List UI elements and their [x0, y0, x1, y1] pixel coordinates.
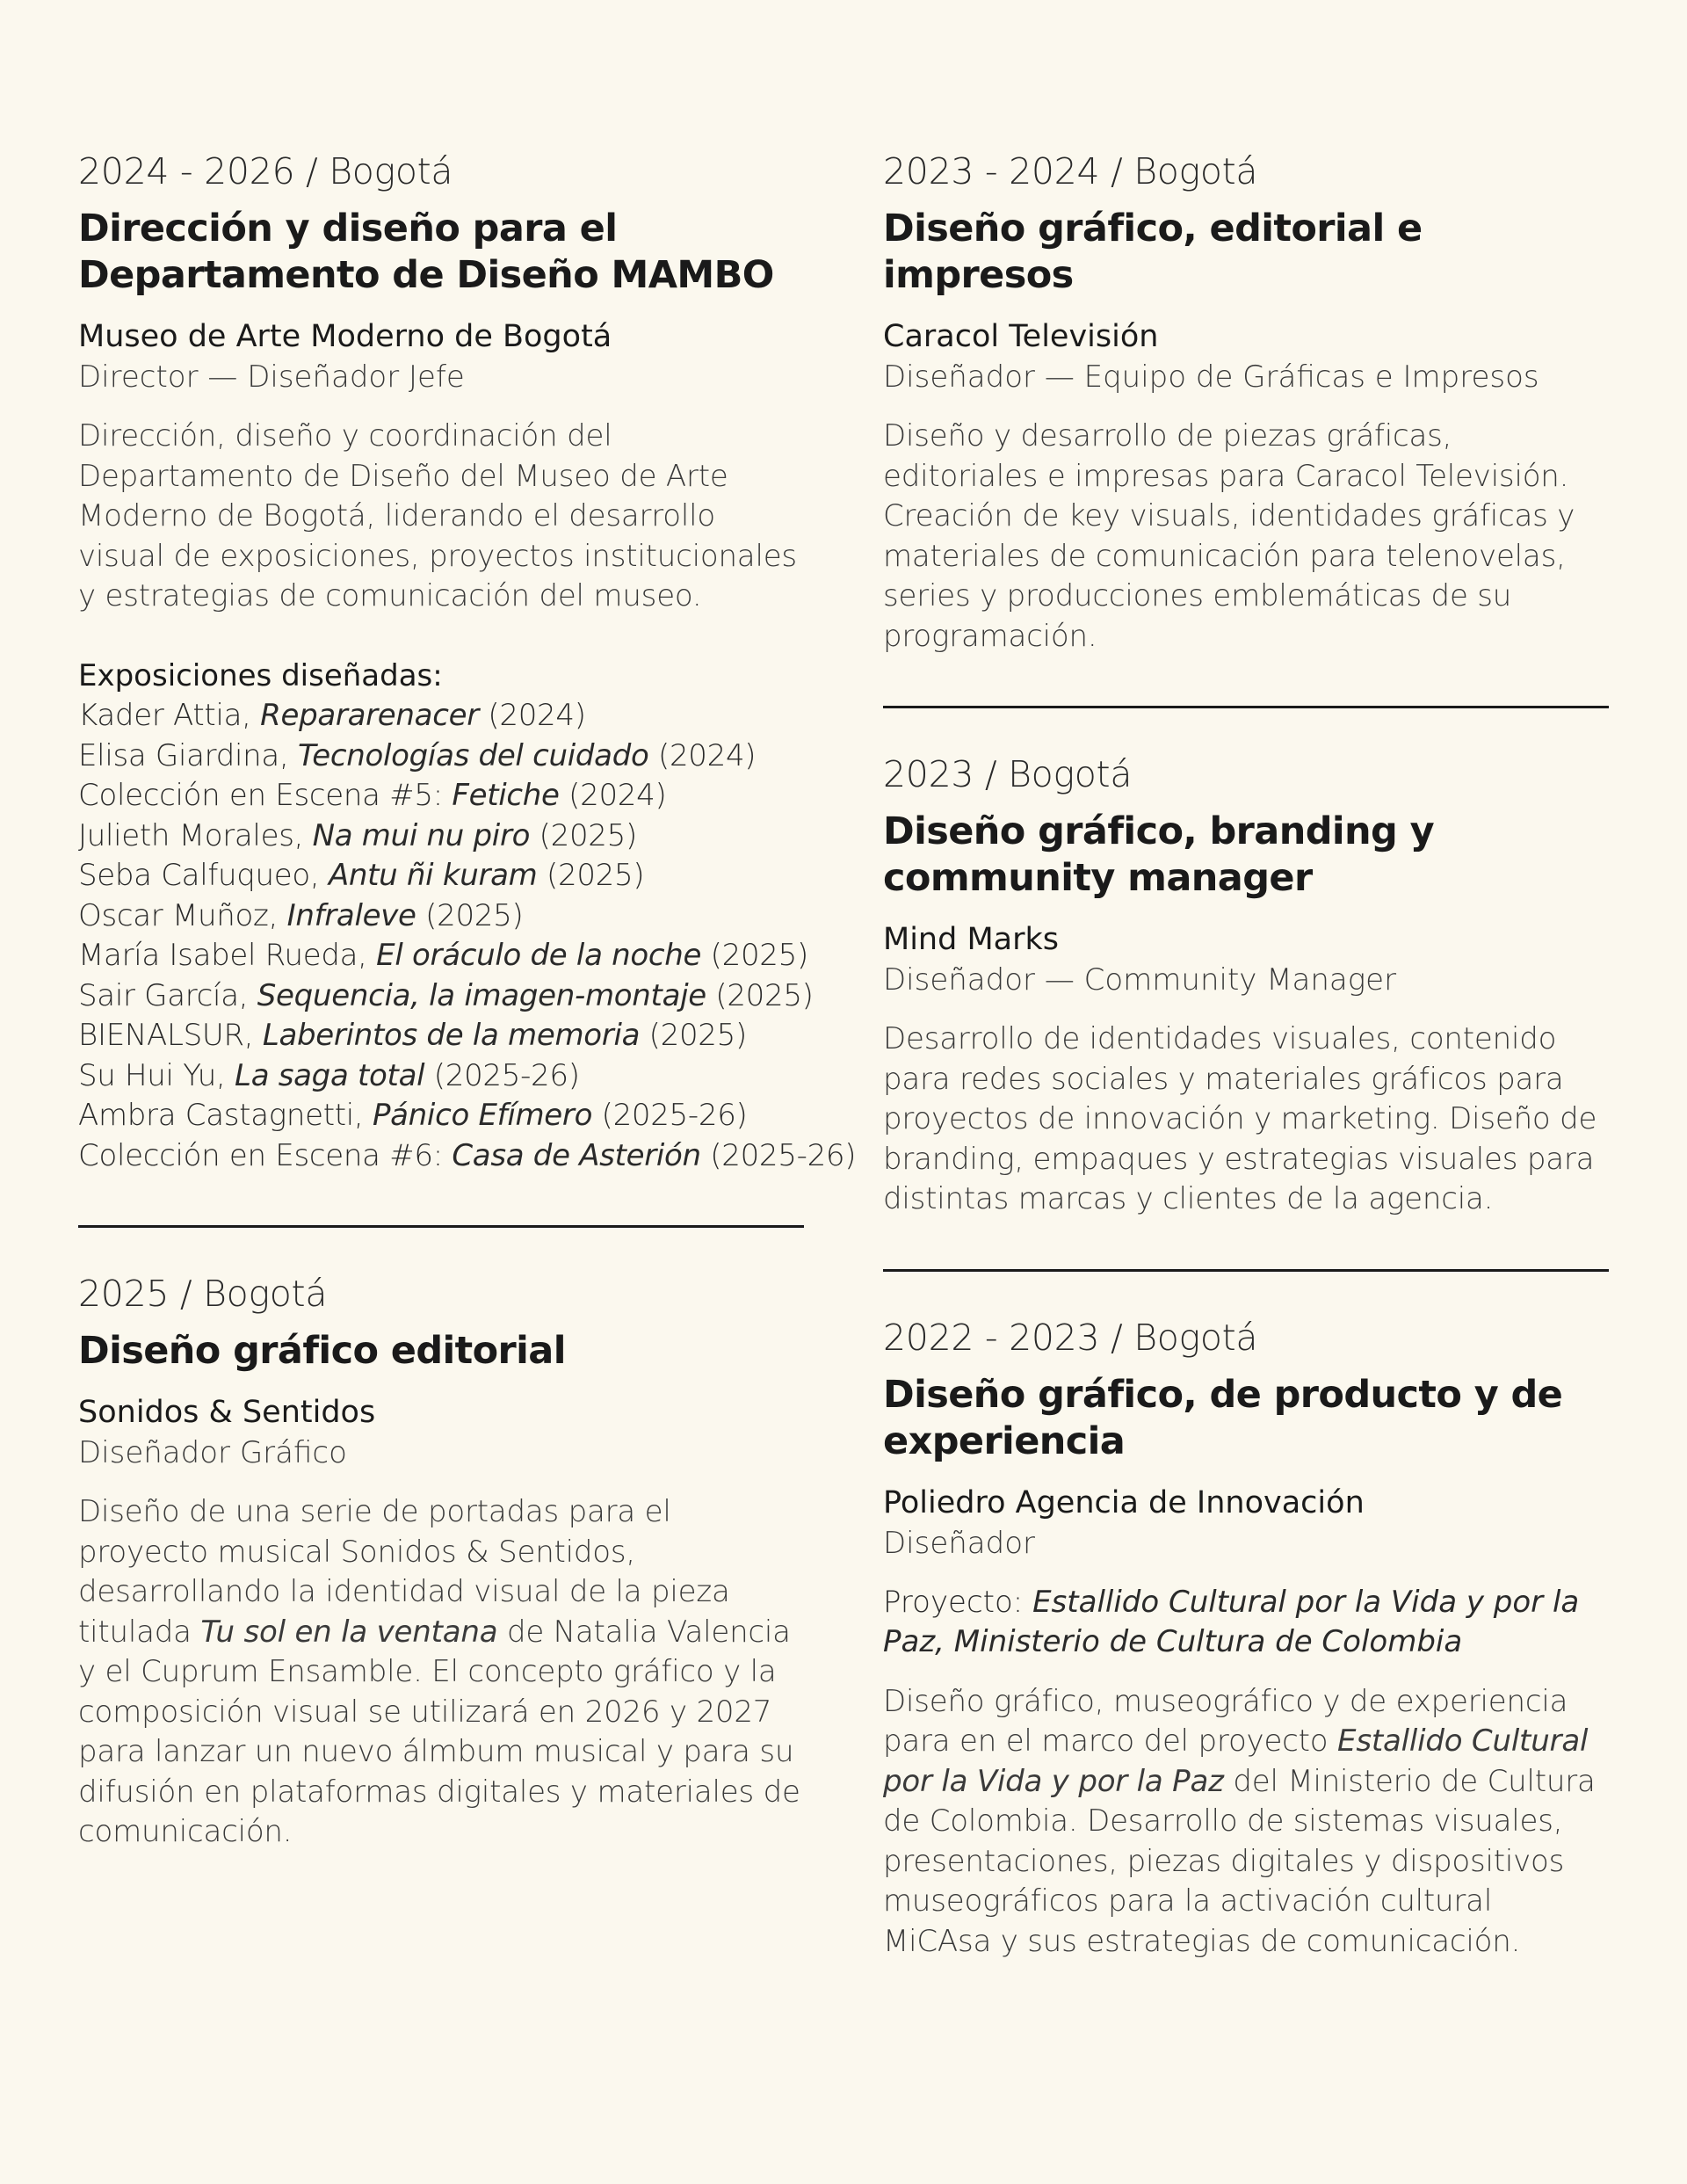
entry-date-location: 2025 / Bogotá	[78, 1273, 328, 1315]
artist: María Isabel Rueda,	[78, 938, 377, 973]
artist: Ambra Castagnetti,	[78, 1098, 373, 1133]
entry-role: Diseñador Gráfico	[78, 1435, 347, 1470]
experience-entry-sonidos	[78, 1272, 804, 1853]
entry-date-location: 2023 / Bogotá	[883, 753, 1133, 795]
list-item	[78, 1096, 804, 1136]
year: (2025-26)	[424, 1057, 580, 1093]
list-item	[78, 1056, 804, 1097]
list-item	[78, 936, 808, 976]
description-text: Diseño de una serie de portadas para el proyecto musical Sonidos & Sentidos, desarrollando la identidad visual de la pieza titulada	[78, 1494, 730, 1650]
description-text: Diseño gráfico, museográfico y de experiencia para en el marco del proyecto	[883, 1683, 1568, 1759]
entry-description: Dirección, diseño y coordinación del Departamento de Diseño del Museo de Arte Moderno de Bogotá, liderando el desarrollo visual de exposiciones, proyectos institucionales y estrategias de comunicación del museo.	[78, 418, 797, 613]
exhibition-title: Fetiche	[452, 778, 560, 813]
entry-date-location: 2022 - 2023 / Bogotá	[883, 1316, 1258, 1359]
list-item	[78, 896, 804, 937]
description-text: del Ministerio de Cultura de Colombia. Desarrollo de sistemas visuales, presentaciones, piezas digitales y dispositivos museográficos para la activación cultural MiCAsa y sus estrategias de comunicación.	[883, 1763, 1596, 1959]
year: (2025)	[640, 1018, 747, 1053]
project-name: Estallido Cultural por la Vida y por la Paz, Ministerio de Cultura de Colombia	[883, 1584, 1580, 1659]
artist: Su Hui Yu,	[78, 1057, 235, 1093]
exhibition-title: Repararenacer	[260, 698, 479, 733]
list-item	[78, 696, 804, 736]
exhibition-title: Pánico Efímero	[372, 1098, 593, 1133]
entry-role: Diseñador — Equipo de Gráficas e Impresos	[883, 359, 1539, 395]
experience-entry-mindmarks	[883, 752, 1609, 1220]
year: (2024)	[478, 698, 586, 733]
artist: Colección en Escena #5:	[78, 778, 453, 813]
artist: Julieth Morales,	[78, 817, 313, 853]
artist: Oscar Muñoz,	[78, 897, 287, 933]
entry-description: Desarrollo de identidades visuales, contenido para redes sociales y materiales gráficos para proyectos de innovación y marketing. Diseño de branding, empaques y estrategias visuales para distintas marcas y clientes de la agencia.	[883, 1021, 1597, 1216]
list-item	[78, 1016, 804, 1056]
project-title: Estallido Cultural por la Vida y por la Paz	[883, 1723, 1589, 1799]
artist: Sair García,	[78, 977, 257, 1013]
entry-title-line: Dirección y diseño para el	[78, 207, 618, 250]
entry-description	[883, 1682, 1609, 1963]
section-divider	[883, 706, 1609, 708]
exhibition-title: Tecnologías del cuidado	[297, 737, 649, 773]
experience-entry-mambo	[78, 149, 857, 1176]
exhibition-title: La saga total	[235, 1057, 425, 1093]
exhibition-title: Infraleve	[286, 897, 416, 933]
right-column	[883, 149, 1609, 1962]
year: (2025)	[537, 858, 645, 893]
year: (2025-26)	[700, 1137, 857, 1173]
entry-organization: Museo de Arte Moderno de Bogotá	[78, 319, 612, 354]
artist: Kader Attia,	[78, 698, 261, 733]
exhibition-title: Sequencia, la imagen-montaje	[257, 977, 706, 1013]
entry-organization: Caracol Televisión	[883, 319, 1159, 354]
list-item	[78, 1136, 857, 1177]
entry-title	[883, 1372, 1609, 1465]
description-text: de Natalia Valencia y el Cuprum Ensamble. El concepto gráfico y la composición visual se utilizará en 2026 y 2027 para lanzar un nuevo álmbum musical y para su difusión en plataformas digitales y materiales de comunicación.	[78, 1614, 800, 1849]
entry-role: Director — Diseñador Jefe	[78, 359, 465, 395]
entry-description	[78, 1492, 804, 1853]
year: (2025)	[416, 897, 524, 933]
year: (2025)	[701, 938, 808, 973]
entry-title	[883, 809, 1609, 902]
year: (2025)	[706, 977, 814, 1013]
left-column	[78, 149, 857, 1853]
list-item	[78, 856, 804, 896]
year: (2025-26)	[592, 1098, 748, 1133]
entry-description: Diseño y desarrollo de piezas gráficas, editoriales e impresas para Caracol Televisión. Creación de key visuals, identidades gráficas y materiales de comunicación para telenovelas, series y producciones emblemáticas de su programación.	[883, 418, 1575, 654]
entry-title: Diseño gráfico editorial	[78, 1329, 566, 1373]
entry-organization: Sonidos & Sentidos	[78, 1395, 376, 1430]
entry-title-line: Diseño gráfico, de producto y de	[883, 1372, 1563, 1417]
exhibition-title: Casa de Asterión	[452, 1137, 701, 1173]
exhibitions-list	[78, 696, 857, 1176]
entry-role: Diseñador	[883, 1525, 1036, 1561]
experience-entry-caracol	[883, 149, 1609, 657]
section-divider	[78, 1225, 804, 1228]
artist: Seba Calfuqueo,	[78, 858, 329, 893]
year: (2024)	[559, 778, 667, 813]
list-item	[78, 736, 804, 777]
year: (2024)	[648, 737, 757, 773]
project-label: Proyecto:	[883, 1584, 1033, 1620]
exhibition-title: Na mui nu piro	[312, 817, 531, 853]
entry-title-line: community manager	[883, 856, 1313, 900]
entry-date-location: 2023 - 2024 / Bogotá	[883, 150, 1258, 192]
entry-organization: Mind Marks	[883, 922, 1059, 957]
entry-project	[883, 1583, 1609, 1663]
entry-title	[78, 206, 804, 299]
section-divider	[883, 1269, 1609, 1272]
list-item	[78, 976, 814, 1017]
entry-date-location: 2024 - 2026 / Bogotá	[78, 150, 453, 192]
entry-title-line: experiencia	[883, 1419, 1126, 1463]
artist: Colección en Escena #6:	[78, 1137, 453, 1173]
exhibitions-heading: Exposiciones diseñadas:	[78, 657, 443, 693]
exhibition-title: Antu ñi kuram	[328, 858, 538, 893]
exhibition-title: Laberintos de la memoria	[262, 1018, 641, 1053]
entry-title: Diseño gráfico, editorial e impresos	[883, 207, 1423, 297]
experience-entry-poliedro	[883, 1316, 1609, 1963]
work-title: Tu sol en la ventana	[200, 1614, 498, 1650]
artist: Elisa Giardina,	[78, 737, 298, 773]
exhibition-title: El oráculo de la noche	[376, 938, 702, 973]
list-item	[78, 816, 804, 857]
entry-organization: Poliedro Agencia de Innovación	[883, 1484, 1365, 1520]
year: (2025)	[530, 817, 637, 853]
entry-title-line: Departamento de Diseño MAMBO	[78, 253, 774, 297]
list-item	[78, 776, 804, 816]
artist: BIENALSUR,	[78, 1018, 263, 1053]
entry-title-line: Diseño gráfico, branding y	[883, 809, 1435, 853]
entry-role: Diseñador — Community Manager	[883, 962, 1397, 998]
